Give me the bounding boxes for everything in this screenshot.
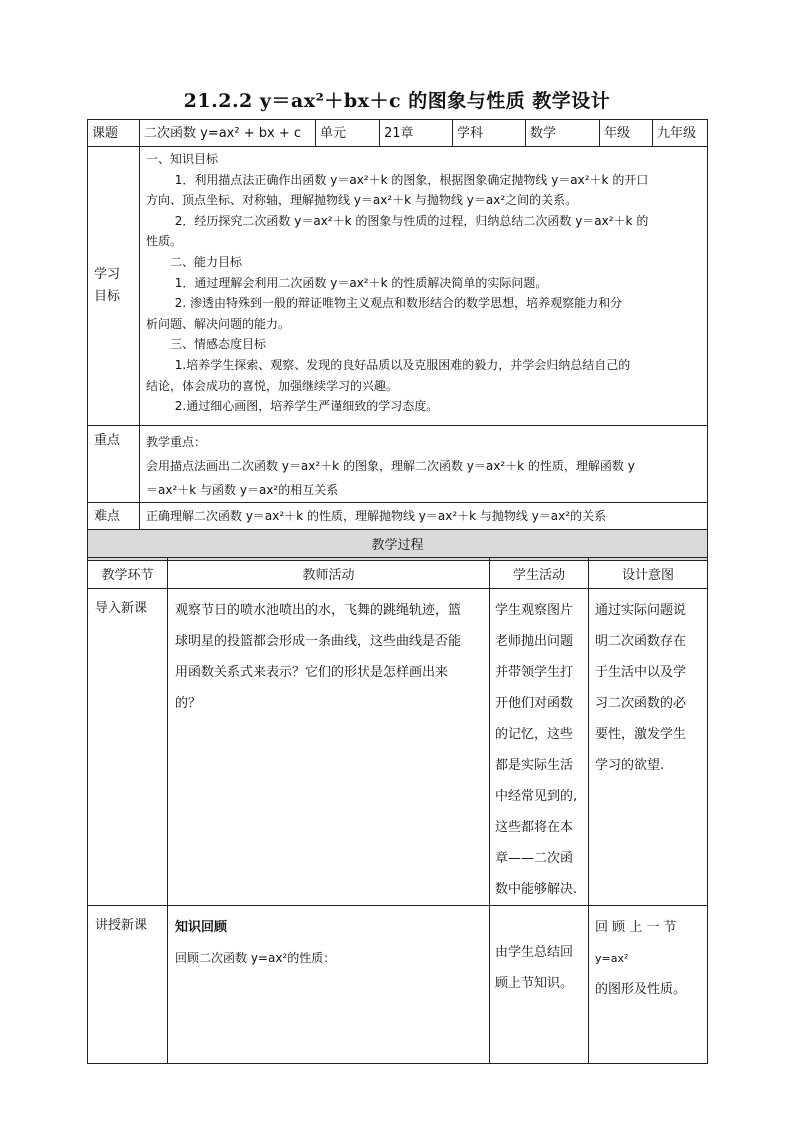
goals-line: 2. 渗透由特殊到一般的辩证唯物主义观点和数形结合的数学思想，培养观察能力和分 [174, 296, 623, 311]
key-line: 会用描点法画出二次函数 y＝ax²＋k 的图象，理解二次函数 y＝ax²＋k 的性质，理解函数 y [146, 459, 635, 473]
process-header-row [88, 558, 708, 589]
goals-line: 2．经历探究二次函数 y＝ax²＋k 的图象与性质的过程，归纳总结二次函数 y＝ax²＋k 的 [174, 213, 649, 228]
design-line: 明二次函数存在 [595, 634, 687, 649]
col-teacher-header: 教师活动 [168, 558, 490, 589]
student-line: 中经常见到的, [495, 789, 578, 804]
goals-content [140, 147, 708, 426]
goals-label-line1: 学习 [94, 267, 121, 282]
goals-line: 1.培养学生探索、观察、发现的良好品质以及克服困难的毅力，并学会归纳总结自己的 [174, 357, 631, 372]
student-line: 数中能够解决. [495, 882, 578, 897]
goals-section-heading: 一、知识目标 [146, 152, 219, 166]
design-line: y=ax² [595, 952, 629, 965]
key-heading: 教学重点： [146, 435, 207, 449]
header-row [88, 120, 708, 147]
design-line: 于生活中以及学 [595, 665, 687, 680]
process-row-new-lesson [88, 906, 708, 1064]
goals-line: 析问题、解决问题的能力。 [146, 316, 291, 331]
design-intent-cell [589, 906, 708, 1064]
goals-line: 2.通过细心画图，培养学生严谨细致的学习态度。 [174, 399, 439, 414]
student-line: 的记忆，这些 [495, 727, 574, 742]
stage-cell: 讲授新课 [88, 906, 168, 1064]
unit-label: 单元 [316, 120, 380, 147]
student-line: 都是实际生活 [495, 758, 574, 773]
process-title: 教学过程 [88, 530, 708, 561]
key-line: ＝ax²＋k 与函数 y＝ax²的相互关系 [146, 483, 339, 497]
col-stage-header: 教学环节 [88, 558, 168, 589]
process-title-row [88, 530, 708, 561]
design-line: 回 顾 上 一 节 [595, 920, 677, 935]
topic-label: 课题 [88, 120, 140, 147]
teacher-line: 的？ [175, 696, 202, 711]
teacher-activity-cell [168, 906, 490, 1064]
goals-line: 方向、顶点坐标、对称轴，理解抛物线 y＝ax²＋k 与抛物线 y＝ax²之间的关系。 [146, 193, 578, 208]
student-line: 老师抛出问题 [495, 634, 574, 649]
student-line: 这些都将在本 [495, 820, 574, 835]
difficulty-label: 难点 [88, 503, 140, 530]
student-activity-cell [490, 906, 589, 1064]
subject-value: 数学 [526, 120, 600, 147]
design-line: 习二次函数的必 [595, 696, 687, 711]
goals-section-heading: 三、情感态度目标 [170, 337, 267, 352]
goals-row [88, 147, 708, 426]
unit-value: 21章 [380, 120, 453, 147]
design-line: 学习的欲望. [595, 758, 665, 773]
subject-label: 学科 [453, 120, 526, 147]
lesson-info-table [87, 119, 708, 561]
teacher-line: 球明星的投篮都会形成一条曲线，这些曲线是否能 [175, 634, 462, 649]
difficulty-text: 正确理解二次函数 y＝ax²＋k 的性质，理解抛物线 y＝ax²＋k 与抛物线 y＝ax²的关系 [140, 503, 708, 530]
goals-label [88, 147, 140, 426]
stage-cell: 导入新课 [88, 589, 168, 906]
teacher-line: 回顾二次函数 y=ax²的性质： [175, 951, 336, 965]
design-intent-cell [589, 589, 708, 906]
student-line: 顾上节知识。 [495, 976, 574, 991]
design-line: 的图形及性质。 [595, 982, 687, 997]
goals-line: 结论，体会成功的喜悦，加强继续学习的兴趣。 [146, 378, 399, 393]
student-line: 学生观察图片 [495, 603, 574, 618]
goals-line: 1．通过理解会利用二次函数 y＝ax²＋k 的性质解决简单的实际问题。 [174, 275, 548, 290]
teacher-line: 用函数关系式来表示？它们的形状是怎样画出来 [175, 665, 449, 680]
design-line: 通过实际问题说 [595, 603, 687, 618]
process-row-intro [88, 589, 708, 906]
goals-line: 1．利用描点法正确作出函数 y＝ax²＋k 的图象，根据图象确定抛物线 y＝ax²＋k 的开口 [174, 172, 649, 187]
design-line: 要性，激发学生 [595, 727, 687, 742]
key-row [88, 426, 708, 503]
goals-section-heading: 二、能力目标 [170, 254, 243, 269]
topic-value: 二次函数 y=ax² + bx + c [140, 120, 316, 147]
teacher-heading: 知识回顾 [175, 920, 228, 935]
difficulty-row [88, 503, 708, 530]
col-design-header: 设计意图 [589, 558, 708, 589]
student-line: 并带领学生打 [495, 665, 574, 680]
document-title: 21.2.2 y＝ax²＋bx＋c 的图象与性质 教学设计 [183, 90, 611, 112]
teacher-line: 观察节日的喷水池喷出的水，飞舞的跳绳轨迹，篮 [175, 603, 462, 618]
student-line: 开他们对函数 [495, 696, 574, 711]
grade-value: 九年级 [653, 120, 708, 147]
student-line: 由学生总结回 [495, 945, 574, 960]
goals-line: 性质。 [146, 234, 183, 249]
teacher-activity-cell [168, 589, 490, 906]
key-content [140, 426, 708, 503]
process-table [87, 557, 708, 1064]
goals-label-line2: 目标 [94, 289, 121, 304]
col-student-header: 学生活动 [490, 558, 589, 589]
student-line: 章——二次函 [495, 851, 574, 866]
grade-label: 年级 [600, 120, 653, 147]
key-label: 重点 [88, 426, 140, 503]
student-activity-cell [490, 589, 589, 906]
